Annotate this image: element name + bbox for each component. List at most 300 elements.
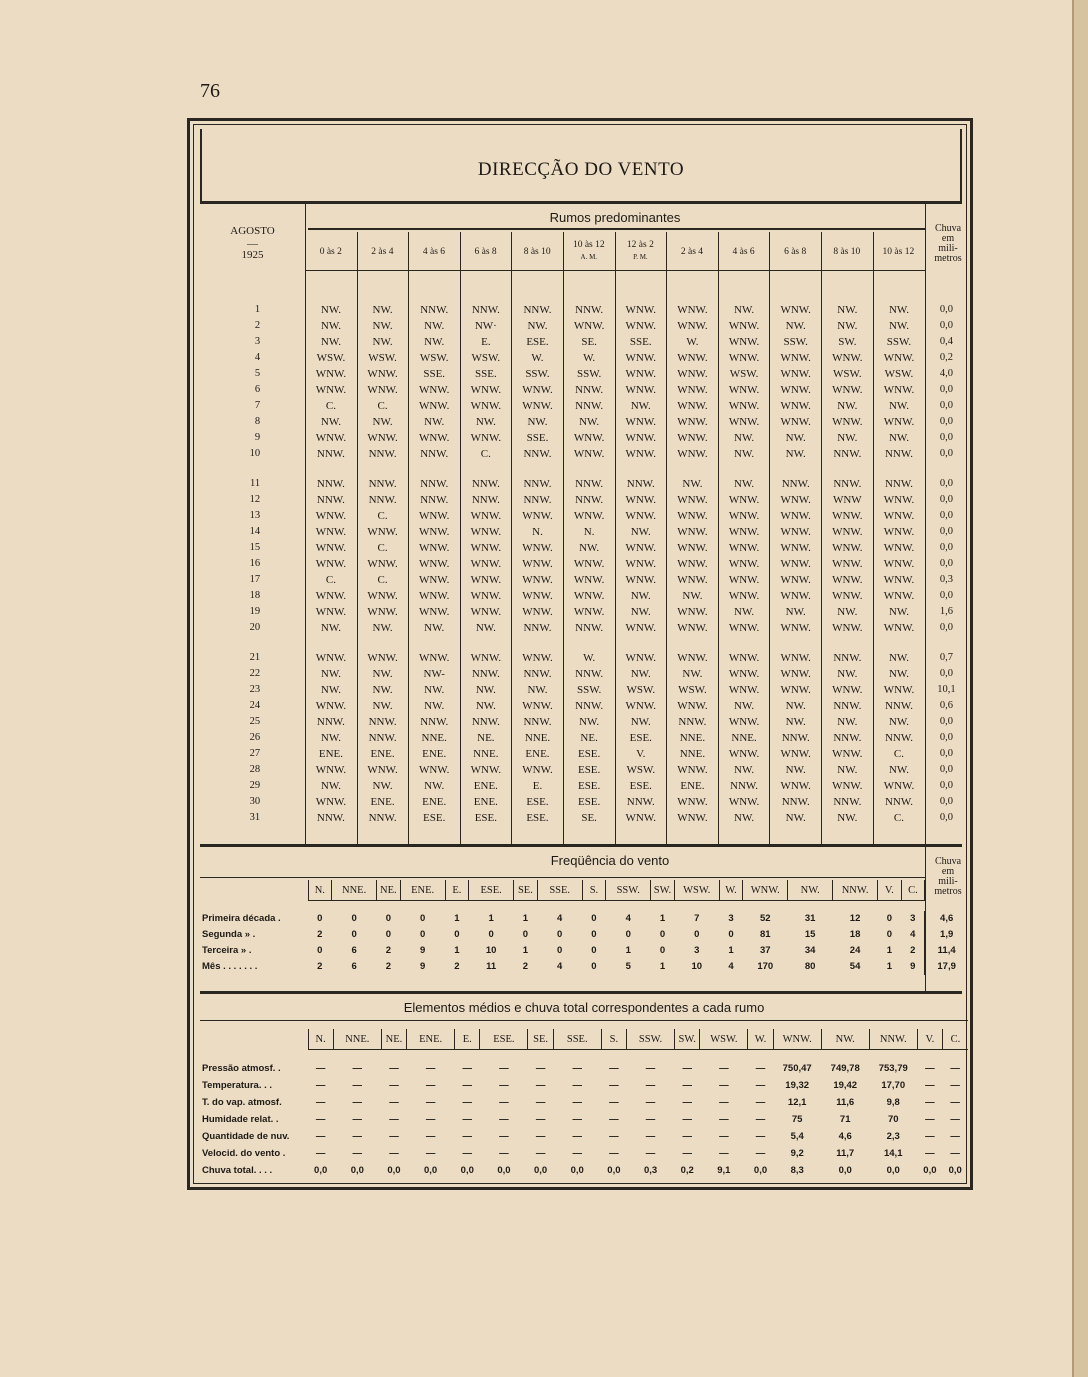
wind-direction-cell: WNW.	[315, 510, 347, 522]
wind-direction-cell: SSE.	[474, 368, 497, 380]
wind-direction-cell: WNW.	[315, 606, 347, 618]
day-row	[200, 302, 968, 318]
wind-direction-cell: NW.	[837, 320, 858, 332]
value-cell: —	[572, 1131, 582, 1142]
value-cell: 2	[910, 945, 916, 956]
value-cell: —	[925, 1131, 935, 1142]
value-cell: —	[499, 1114, 509, 1125]
row-label: Mês . . . . . . .	[202, 961, 258, 972]
value-cell: 10	[485, 945, 497, 956]
value-cell: 753,79	[878, 1063, 908, 1074]
direction-header: WSW.	[700, 1029, 748, 1050]
day-row	[200, 604, 968, 620]
wind-direction-cell: NNW.	[833, 732, 862, 744]
value-cell: 0	[728, 929, 734, 940]
day-number: 4	[254, 352, 261, 363]
wind-direction-cell: NNW.	[575, 668, 604, 680]
wind-direction-cell: NNW.	[471, 304, 500, 316]
wind-direction-cell: NW.	[320, 780, 341, 792]
value-cell: —	[499, 1148, 509, 1159]
wind-direction-cell: NW.	[320, 622, 341, 634]
value-cell: 0	[591, 929, 597, 940]
value-cell: 1	[659, 913, 666, 924]
wind-direction-cell: C.	[377, 574, 388, 586]
value-cell: —	[645, 1131, 656, 1142]
value-cell: —	[609, 1114, 619, 1125]
rain-cell: 1,6	[939, 606, 953, 617]
day-row	[200, 476, 968, 492]
wind-direction-cell: WNW.	[418, 542, 450, 554]
value-cell: —	[499, 1131, 509, 1142]
wind-direction-cell: WNW.	[625, 384, 656, 396]
wind-direction-cell: WNW.	[780, 668, 811, 680]
wind-direction-cell: C.	[480, 448, 491, 460]
wind-direction-cell: WNW.	[677, 526, 708, 538]
value-cell: —	[645, 1080, 656, 1091]
value-cell: 9	[910, 961, 916, 972]
value-cell: —	[572, 1148, 582, 1159]
wind-direction-cell: NW.	[579, 542, 600, 554]
wind-direction-cell: WNW.	[470, 652, 502, 664]
value-cell: 2	[385, 961, 391, 972]
value-cell: —	[499, 1080, 509, 1091]
day-row	[200, 366, 968, 382]
value-cell: 1	[488, 913, 494, 924]
wind-direction-cell: NNW.	[575, 400, 604, 412]
rain-cell: 0,7	[939, 652, 953, 663]
value-cell: —	[535, 1063, 546, 1074]
wind-direction-cell: WNW.	[625, 622, 656, 634]
value-cell: —	[682, 1080, 692, 1091]
wind-direction-cell: WNW.	[832, 526, 863, 538]
value-cell: —	[462, 1063, 473, 1074]
value-cell: —	[315, 1114, 326, 1125]
value-cell: 3	[910, 913, 916, 924]
value-cell: 4,6	[838, 1131, 852, 1142]
wind-direction-cell: WNW.	[780, 384, 811, 396]
value-cell: —	[645, 1097, 656, 1108]
direction-header: NW.	[821, 1029, 869, 1050]
wind-direction-cell: WNW.	[832, 748, 863, 760]
direction-header: ESE.	[469, 880, 514, 901]
data-row	[200, 959, 968, 975]
value-cell: 0,0	[387, 1165, 401, 1176]
direction-header: NE.	[381, 1029, 406, 1050]
wind-direction-cell: WNW.	[625, 494, 656, 506]
wind-direction-cell: NNW.	[833, 700, 862, 712]
wind-direction-cell: NW.	[630, 590, 651, 602]
value-cell: 0	[659, 929, 666, 940]
page-edge	[1072, 0, 1088, 1377]
wind-direction-cell: NW.	[837, 812, 858, 824]
value-cell: 0	[419, 929, 426, 940]
wind-direction-cell: WNW.	[780, 574, 811, 586]
rain-total-cell: 17,9	[925, 959, 968, 975]
wind-direction-cell: NNW.	[884, 478, 913, 490]
wind-direction-cell: NW.	[527, 684, 548, 696]
wind-direction-cell: NNW.	[730, 780, 759, 792]
value-cell: 0	[659, 945, 666, 956]
rain-cell: 0,2	[939, 352, 953, 363]
value-cell: 0,3	[643, 1165, 658, 1176]
wind-direction-cell: NW.	[527, 416, 548, 428]
row-label: Velocid. do vento .	[202, 1148, 286, 1159]
value-cell: 0,0	[923, 1165, 937, 1176]
time-header: 8 às 10	[523, 247, 551, 257]
wind-direction-cell: NNW.	[368, 732, 397, 744]
rain-cell: 0,0	[939, 748, 953, 759]
value-cell: 2	[317, 961, 323, 972]
wind-direction-cell: WNW.	[418, 574, 450, 586]
wind-direction-cell: ESE.	[474, 812, 497, 824]
wind-direction-cell: WSW.	[368, 352, 397, 364]
wind-direction-cell: WNW.	[677, 304, 708, 316]
wind-direction-cell: WNW.	[470, 526, 502, 538]
wind-direction-cell: WNW.	[367, 384, 398, 396]
wind-direction-cell: WNW.	[832, 352, 863, 364]
value-cell: —	[535, 1148, 546, 1159]
wind-direction-cell: NW-	[423, 668, 445, 680]
value-cell: —	[315, 1097, 326, 1108]
wind-direction-cell: ENE.	[370, 796, 395, 808]
day-row	[200, 698, 968, 714]
value-cell: 0	[557, 929, 563, 940]
value-cell: 5,4	[790, 1131, 804, 1142]
wind-direction-cell: NE.	[580, 732, 598, 744]
rain-total-cell: 11,4	[925, 943, 968, 959]
direction-header: SE.	[514, 880, 538, 901]
wind-direction-cell: NNW.	[420, 448, 449, 460]
rain-cell: 0,0	[939, 732, 953, 743]
wind-direction-cell: E.	[532, 780, 543, 792]
data-row	[200, 1162, 968, 1179]
value-cell: —	[462, 1097, 473, 1108]
value-cell: 0,0	[948, 1165, 962, 1176]
day-row	[200, 540, 968, 556]
wind-direction-cell: NNW.	[523, 622, 552, 634]
value-cell: —	[682, 1114, 692, 1125]
wind-direction-cell: NW.	[424, 416, 445, 428]
wind-direction-cell: NNW.	[316, 812, 345, 824]
value-cell: 0	[351, 913, 357, 924]
wind-direction-cell: NNW.	[471, 668, 500, 680]
wind-direction-cell: NW.	[785, 606, 806, 618]
day-row	[200, 746, 968, 762]
value-cell: —	[719, 1080, 729, 1091]
value-cell: —	[535, 1080, 546, 1091]
wind-direction-cell: NNW.	[626, 796, 655, 808]
value-cell: 17,70	[881, 1080, 906, 1091]
value-cell: —	[462, 1080, 473, 1091]
day-number: 24	[249, 700, 261, 711]
wind-direction-cell: NW.	[785, 812, 806, 824]
wind-direction-cell: WNW.	[367, 652, 398, 664]
wind-direction-cell: ESE.	[577, 748, 601, 760]
wind-direction-cell: NNW.	[884, 700, 913, 712]
wind-direction-cell: NNW.	[575, 384, 604, 396]
rain-header-line: Chuva	[934, 856, 962, 867]
wind-direction-cell: NW.	[630, 606, 651, 618]
wind-direction-cell: SSW.	[576, 684, 602, 696]
wind-direction-cell: NNW.	[523, 494, 552, 506]
day-number: 18	[249, 590, 261, 601]
wind-direction-cell: WNW.	[315, 432, 347, 444]
wind-direction-cell: NW.	[475, 416, 496, 428]
value-cell: 750,47	[782, 1063, 812, 1074]
value-cell: 6	[351, 945, 357, 956]
wind-direction-cell: ESE.	[577, 796, 601, 808]
rain-header-line: metros	[934, 886, 962, 897]
wind-direction-cell: WNW.	[625, 652, 656, 664]
wind-direction-cell: WNW.	[367, 526, 398, 538]
wind-direction-cell: C.	[325, 574, 336, 586]
value-cell: 1	[522, 913, 529, 924]
wind-direction-cell: WNW.	[780, 780, 811, 792]
value-cell: 2	[385, 945, 391, 956]
wind-direction-cell: NW·	[474, 320, 497, 332]
direction-header: N.	[308, 880, 332, 901]
value-cell: —	[462, 1131, 473, 1142]
data-row	[200, 911, 968, 927]
wind-direction-cell: WNW.	[315, 590, 347, 602]
wind-direction-cell: C.	[325, 400, 336, 412]
wind-direction-cell: WNW.	[677, 558, 708, 570]
wind-direction-cell: NW.	[785, 716, 806, 728]
wind-direction-cell: NNW.	[575, 478, 604, 490]
direction-header: N.	[308, 1029, 333, 1050]
wind-direction-cell: WSW.	[678, 684, 707, 696]
rain-header-line: em	[941, 233, 955, 244]
wind-direction-cell: WNW.	[832, 384, 863, 396]
wind-direction-cell: WNW.	[470, 590, 502, 602]
value-cell: —	[950, 1097, 960, 1108]
direction-header: NNW.	[833, 880, 878, 901]
day-number: 8	[254, 416, 261, 427]
value-cell: —	[389, 1131, 399, 1142]
data-row	[200, 1077, 968, 1094]
wind-direction-cell: WNW.	[625, 812, 656, 824]
wind-direction-cell: NW.	[320, 304, 341, 316]
rain-cell: 0,0	[939, 510, 953, 521]
day-number: 22	[249, 668, 261, 679]
wind-direction-cell: WNW.	[418, 764, 450, 776]
direction-header: NNE.	[332, 880, 377, 901]
value-cell: 4	[625, 913, 631, 924]
wind-direction-cell: NNE.	[731, 732, 757, 744]
direction-header: WSW.	[674, 880, 719, 901]
value-cell: 9,8	[886, 1097, 900, 1108]
wind-direction-cell: WNW.	[470, 384, 502, 396]
wind-direction-cell: WNW.	[677, 432, 708, 444]
value-cell: 0	[419, 913, 426, 924]
wind-direction-cell: WNW.	[677, 652, 708, 664]
wind-direction-cell: WNW.	[522, 542, 553, 554]
page-title: DIRECÇÃO DO VENTO	[477, 159, 685, 180]
wind-direction-cell: WNW.	[883, 684, 915, 696]
wind-direction-cell: NNW.	[471, 478, 500, 490]
rain-cell: 0,0	[939, 526, 953, 537]
value-cell: —	[719, 1131, 729, 1142]
rain-cell: 0,0	[939, 622, 953, 633]
day-row	[200, 714, 968, 730]
wind-direction-cell: WNW.	[883, 574, 915, 586]
direction-header: ENE.	[407, 1029, 455, 1050]
value-cell: 0	[454, 929, 460, 940]
wind-direction-cell: WNW.	[883, 494, 915, 506]
direction-header: SSE.	[537, 880, 582, 901]
day-number: 1	[254, 304, 261, 315]
value-cell: —	[950, 1063, 960, 1074]
wind-direction-cell: NW.	[579, 716, 600, 728]
direction-header: WNW.	[773, 1029, 821, 1050]
wind-direction-cell: WNW.	[418, 384, 450, 396]
wind-direction-cell: WSW.	[471, 352, 501, 364]
value-cell: 0	[886, 913, 892, 924]
wind-direction-cell: WNW.	[470, 764, 502, 776]
wind-direction-cell: WNW.	[728, 416, 760, 428]
value-cell: —	[352, 1097, 363, 1108]
direction-header: SW.	[675, 1029, 700, 1050]
wind-direction-cell: NW.	[372, 304, 393, 316]
wind-direction-cell: WNW.	[522, 590, 553, 602]
value-cell: 18	[849, 929, 861, 940]
rain-total-cell: 1,9	[925, 927, 968, 943]
value-cell: 2	[522, 961, 529, 972]
wind-direction-cell: WNW.	[573, 590, 605, 602]
wind-direction-cell: NW.	[734, 700, 755, 712]
wind-direction-cell: NW.	[888, 668, 910, 680]
wind-direction-cell: NNW.	[575, 304, 604, 316]
wind-direction-cell: WNW.	[677, 812, 708, 824]
wind-direction-cell: NE.	[477, 732, 495, 744]
value-cell: —	[425, 1080, 436, 1091]
value-cell: 9,2	[790, 1148, 804, 1159]
wind-direction-cell: WNW.	[883, 558, 915, 570]
day-row	[200, 556, 968, 572]
wind-direction-cell: WNW.	[367, 606, 398, 618]
elements-title: Elementos médios e chuva total correspondentes a cada rumo	[403, 1000, 765, 1015]
value-cell: —	[425, 1063, 436, 1074]
value-cell: 9,1	[717, 1165, 731, 1176]
value-cell: —	[950, 1080, 960, 1091]
day-number: 30	[249, 796, 261, 807]
value-cell: —	[609, 1097, 619, 1108]
wind-direction-cell: WNW.	[728, 748, 760, 760]
spacer-row	[200, 636, 968, 650]
wind-direction-cell: WNW.	[625, 700, 656, 712]
wind-direction-cell: NW.	[785, 700, 806, 712]
wind-direction-cell: WNW.	[728, 574, 760, 586]
wind-direction-cell: WNW.	[625, 542, 656, 554]
rain-header-line: Chuva	[934, 223, 962, 234]
row-label: T. do vap. atmosf.	[202, 1097, 282, 1108]
time-header-period: A. M.	[580, 253, 598, 261]
value-cell: 3	[728, 913, 734, 924]
value-cell: —	[755, 1097, 766, 1108]
wind-direction-cell: WNW.	[470, 558, 502, 570]
value-cell: 71	[839, 1114, 851, 1125]
value-cell: —	[755, 1148, 766, 1159]
wind-direction-cell: NW.	[785, 448, 806, 460]
wind-direction-cell: WNW.	[883, 384, 915, 396]
direction-header: NE.	[377, 880, 401, 901]
value-cell: —	[925, 1097, 935, 1108]
value-cell: 11,6	[836, 1097, 855, 1108]
day-row	[200, 778, 968, 794]
data-row	[200, 1145, 968, 1162]
day-number: 16	[249, 558, 261, 569]
value-cell: 0,2	[680, 1165, 694, 1176]
year-label: 1925	[241, 249, 264, 261]
wind-direction-cell: WSW.	[626, 684, 656, 696]
wind-direction-cell: WSW.	[626, 764, 656, 776]
wind-direction-cell: WNW.	[625, 510, 656, 522]
value-cell: 1	[522, 945, 529, 956]
page-number: 76	[200, 80, 220, 102]
wind-direction-cell: ENE.	[473, 780, 498, 792]
value-cell: —	[682, 1097, 692, 1108]
wind-direction-cell: WNW.	[677, 384, 708, 396]
wind-direction-cell: WNW.	[677, 606, 708, 618]
table-frame	[187, 118, 973, 1190]
wind-direction-cell: NNW.	[316, 478, 345, 490]
wind-direction-cell: NNE.	[473, 748, 499, 760]
wind-direction-cell: WNW.	[315, 652, 347, 664]
wind-direction-cell: WNW.	[522, 400, 553, 412]
wind-direction-cell: NW.	[630, 668, 651, 680]
row-label: Chuva total. . . .	[202, 1165, 273, 1176]
value-cell: —	[925, 1148, 935, 1159]
wind-direction-cell: C.	[377, 510, 388, 522]
wind-direction-cell: WNW.	[625, 448, 656, 460]
wind-direction-cell: WNW.	[728, 384, 760, 396]
day-row	[200, 334, 968, 350]
value-cell: 0,0	[460, 1165, 474, 1176]
wind-direction-cell: NW.	[372, 684, 393, 696]
wind-direction-cell: WNW.	[522, 764, 553, 776]
wind-direction-cell: WNW.	[573, 432, 605, 444]
value-cell: —	[682, 1131, 692, 1142]
wind-direction-cell: WNW.	[832, 780, 863, 792]
wind-direction-cell: ENE.	[473, 796, 498, 808]
value-cell: —	[572, 1097, 582, 1108]
wind-direction-cell: WNW.	[780, 558, 811, 570]
wind-direction-cell: WNW.	[677, 510, 708, 522]
value-cell: 1	[454, 913, 460, 924]
wind-direction-cell: NW.	[888, 716, 910, 728]
wind-direction-cell: WNW.	[883, 542, 915, 554]
data-row	[200, 1128, 968, 1145]
wind-direction-cell: NW.	[320, 684, 341, 696]
day-number: 31	[249, 812, 261, 823]
wind-direction-cell: WNW.	[677, 416, 708, 428]
wind-direction-cell: NNW.	[368, 494, 397, 506]
wind-direction-cell: NW.	[734, 478, 755, 490]
wind-direction-cell: WNW.	[832, 590, 863, 602]
wind-direction-cell: NNW.	[575, 494, 604, 506]
value-cell: —	[352, 1063, 363, 1074]
wind-direction-cell: NW.	[837, 304, 858, 316]
rain-cell: 0,0	[939, 416, 953, 427]
wind-direction-cell: NW.	[734, 606, 755, 618]
wind-direction-cell: NW.	[475, 700, 496, 712]
wind-direction-cell: NW.	[372, 668, 393, 680]
wind-direction-cell: WNW.	[780, 590, 811, 602]
time-header: 6 às 8	[474, 247, 497, 257]
wind-direction-cell: WNW.	[418, 590, 450, 602]
rain-cell: 0,0	[939, 494, 953, 505]
value-cell: 15	[804, 929, 816, 940]
